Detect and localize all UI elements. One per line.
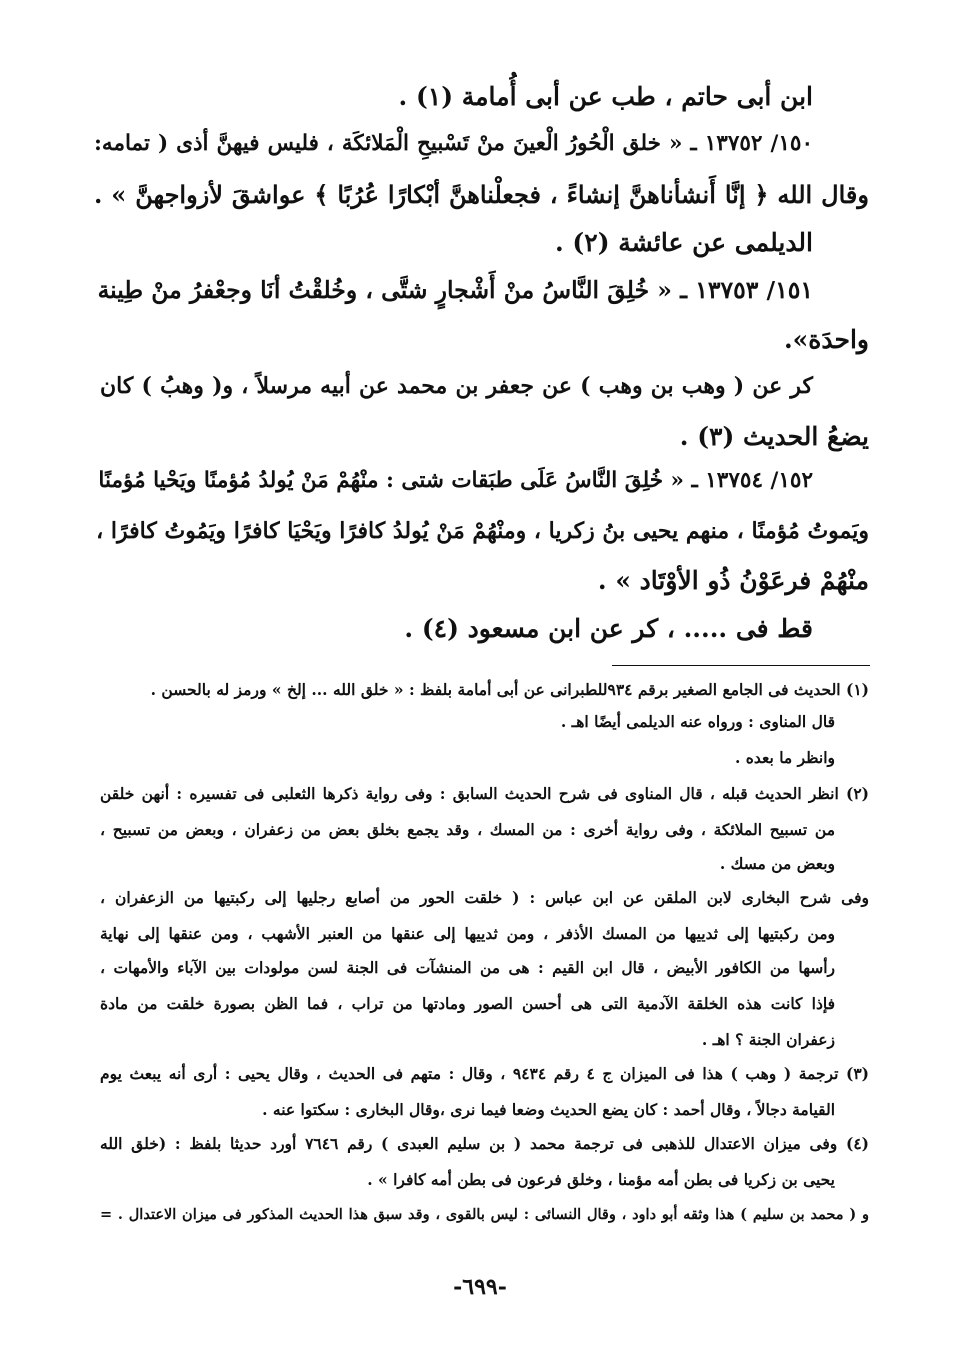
hadith-150-line: ١٥٠/ ١٣٧٥٢ ـ « خلق الْحُورُ الْعينَ منْ تَسْبيحِ الْمَلائكَة ، فليس فيهنَّ أذى ( تمامه: <box>94 131 814 156</box>
text-line: الديلمى عن عائشة (٢) . <box>555 228 813 257</box>
footnote-1: (١) الحديث فى الجامع الصغير برقم ٩٣٤للطبرانى عن أبى أمامة بلفظ : « خلق الله ... إلخ » ورمز له بالحسن . <box>150 680 869 699</box>
footnote-4: (٤) وفى ميزان الاعتدال للذهبى فى ترجمة محمد ( بن سليم العبدى ) رقم ٧٦٤٦ أورد حديثا بلفظ : (خلق الله <box>100 1134 869 1153</box>
hadith-152-line: ١٥٢/ ١٣٧٥٤ ـ « خُلِقَ النَّاسُ عَلَى طبَقات شتى : منْهُمْ مَنْ يُولدُ مُؤمنًا ويَحْيا مُؤمنًا <box>98 468 813 493</box>
footnote-3: (٣) ترجمة ( وهب ) هذا فى الميزان ج ٤ رقم ٩٤٣٤ ، وقال : متهم فى الحديث ، وقال يحيى : أرى أنه يبعث يوم <box>100 1064 869 1083</box>
footnote-line: وفى شرح البخارى لابن الملقن عن ابن عباس : ( خلقت الحور من أصابع رجليها إلى ركبتيها من الزعفران ، <box>100 888 869 907</box>
text-line: قط فى ..... ، كر عن ابن مسعود (٤) . <box>404 614 813 643</box>
footnote-line: فإذا كانت هذه الخلقة الآدمية التى هى أحسن الصور ومادتها من تراب ، فما الظن بصورة خلقت من مادة <box>100 994 835 1013</box>
text-line: ابن أبى حاتم ، طب عن أبى أُمامة (١) . <box>398 82 813 111</box>
footnote-line: من تسبيح الملائكة ، وفى رواية أخرى : من المسك ، وقد يجمع بخلق بعض من زعفران ، وبعض من تسبيح ، <box>100 820 835 839</box>
footnote-line: ومن ركبتيها إلى ثدييها من المسك الأذفر ، ومن ثدييها إلى عنقها من العنبر الأشهب ، ومن عنقها إلى نهاية <box>100 924 835 943</box>
hadith-151-line: ١٥١/ ١٣٧٥٣ ـ « خُلِقَ النَّاسُ منْ أَشْجارٍ شتَّى ، وخُلقْتُ أنَا وجعْفرُ منْ طِينة <box>97 276 813 304</box>
footnote-line: القيامة دجالاً ، وقال أحمد : كان يضع الحديث وضعا فيما نرى ،وقال البخارى : سكتوا عنه . <box>262 1100 835 1119</box>
page-number: -٦٩٩- <box>453 1274 507 1300</box>
text-line: يضعُ الحديث (٣) . <box>679 422 869 451</box>
footnote-separator <box>612 665 870 666</box>
footnote-line: قال المناوى : ورواه عنه الديلمى أيضًا اهـ . <box>560 712 835 731</box>
footnote-line: يحيى بن زكريا فى بطن أمه مؤمنا ، وخلق فرعون فى بطن أمه كافرا » . <box>367 1170 835 1189</box>
text-line: وقال الله ﴿ إنَّا أَنشأناهنَّ إنشاءً ، فجعلْناهنَّ أبْكارًا عُرُبًا ﴾ عواشقَ لأزواجهنَّ » . <box>94 180 869 209</box>
footnote-2: (٢) انظر الحديث قبله ، قال المناوى فى شرح الحديث السابق : وفى رواية ذكرها الثعلبى فى تفسيره : أنهن خلقن <box>100 784 869 803</box>
text-line: واحدَة». <box>783 325 869 354</box>
text-line: ويَموتُ مُؤمنًا ، منهم يحيى بنُ زكريا ، ومنْهُمْ مَنْ يُولدُ كافرًا ويَحْيَا كافرًا ويَمُوتُ كافرًا ، <box>96 518 869 544</box>
footnote-line: زعفران الجنة ؟ اهـ . <box>701 1030 835 1049</box>
footnote-line: و ( محمد بن سليم ) هذا وثقه أبو داود ، وقال النسائى : ليس بالقوى ، وقد سبق هذا الحديث المذكور فى ميزان الاعتدال . = <box>100 1206 869 1223</box>
footnote-line: رأسها من الكافور الأبيض ، قال ابن القيم : هى من المنشآت فى الجنة لسن مولودات بين الآباء والأمهات ، <box>100 958 835 977</box>
footnote-line: وبعض من مسك . <box>719 854 835 873</box>
footnote-line: وانظر ما بعده . <box>734 748 835 767</box>
text-line: منْهُمْ فرعَوْنُ ذُو الأوْتَاد » . <box>597 566 869 595</box>
text-line: كر عن ( وهب بن وهب ) عن جعفر بن محمد عن أبيه مرسلاً ، و( وهبُ ) كان <box>100 373 813 399</box>
